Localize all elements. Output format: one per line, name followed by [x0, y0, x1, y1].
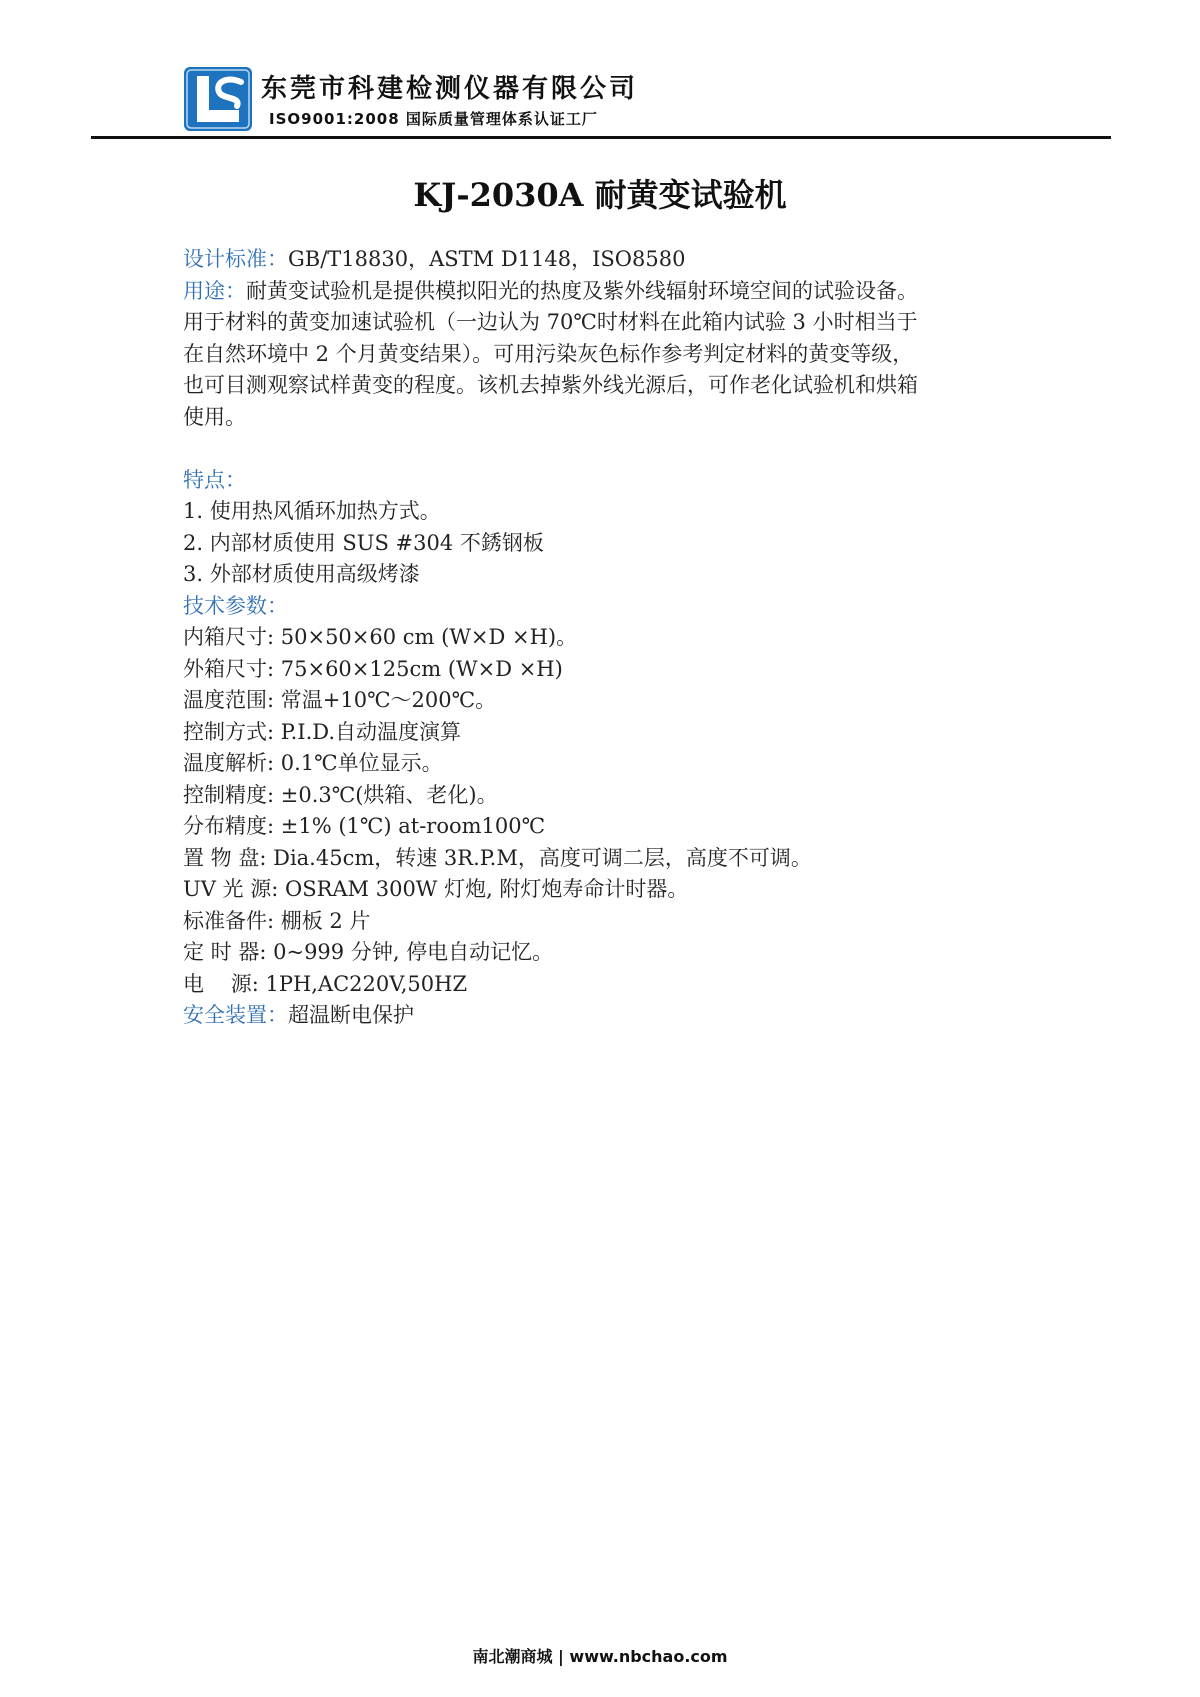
usage-label: 用途：: [183, 278, 246, 303]
letterhead: [183, 66, 1123, 132]
page-title: KJ-2030A 耐黄变试验机: [413, 176, 787, 214]
spec-value: 0.1℃单位显示。: [274, 751, 443, 775]
spec-row: [183, 937, 1043, 969]
usage-line: [183, 276, 1043, 308]
document-body: [183, 244, 1043, 1032]
safety-label: 安全装置：: [183, 1003, 288, 1027]
company-logo-icon: [183, 66, 253, 132]
spacer: [183, 433, 1043, 465]
spec-row: [183, 622, 1043, 654]
specs-heading: 技术参数：: [183, 593, 288, 618]
spec-key: 置 物 盘:: [183, 845, 267, 870]
spec-key: UV 光 源:: [183, 877, 279, 901]
spec-row: [183, 717, 1043, 749]
spec-value: 75×60×125cm (W×D ×H): [274, 656, 563, 681]
spec-value: Dia.45cm，转速 3R.P.M，高度可调二层，高度不可调。: [266, 845, 812, 870]
usage-line: 也可目测观察试样黄变的程度。该机去掉紫外线光源后，可作老化试验机和烘箱: [183, 373, 918, 397]
spec-value: 常温+10℃～200℃。: [274, 688, 497, 712]
features-heading: 特点：: [183, 467, 246, 492]
spec-value: ±0.3℃(烘箱、老化)。: [274, 782, 498, 807]
spec-value: OSRAM 300W 灯炮, 附灯炮寿命计时器。: [278, 877, 689, 901]
usage-line: 用于材料的黄变加速试验机（一边认为 70℃时材料在此箱内试验 3 小时相当于: [183, 310, 918, 334]
spec-row: [183, 906, 1043, 938]
spec-value: 0~999 分钟, 停电自动记忆。: [266, 940, 554, 964]
feature-item: 2. 内部材质使用 SUS #304 不銹钢板: [183, 530, 544, 555]
spec-key: 温度解析:: [183, 751, 275, 775]
standards-value: GB/T18830，ASTM D1148，ISO8580: [288, 247, 686, 271]
standards-line: [183, 244, 1043, 276]
spec-key: 内箱尺寸:: [183, 625, 275, 649]
certification-line: ISO9001:2008 国际质量管理体系认证工厂: [269, 110, 598, 128]
spec-key: 分布精度:: [183, 814, 275, 838]
spec-row: [183, 780, 1043, 812]
company-name: 东莞市科建检测仪器有限公司: [261, 74, 639, 104]
usage-line: 在自然环境中 2 个月黄变结果）。可用污染灰色标作参考判定材料的黄变等级，: [183, 341, 914, 366]
spec-value: ±1% (1℃) at-room100℃: [274, 814, 546, 838]
usage-text: 耐黄变试验机是提供模拟阳光的热度及紫外线辐射环境空间的试验设备。: [246, 278, 918, 303]
standards-label: 设计标准：: [183, 247, 288, 271]
spec-row: [183, 654, 1043, 686]
spec-key: 温度范围:: [183, 688, 275, 712]
spec-row: [183, 685, 1043, 717]
spec-row: [183, 811, 1043, 843]
safety-value: 超温断电保护: [288, 1003, 414, 1027]
spec-value: P.I.D.自动温度演算: [274, 719, 462, 744]
feature-item: 3. 外部材质使用高级烤漆: [183, 562, 420, 586]
feature-item: 1. 使用热风循环加热方式。: [183, 499, 441, 523]
spec-row: [183, 969, 1043, 1001]
spec-key: 控制精度:: [183, 782, 275, 807]
spec-key: 标准备件:: [183, 908, 275, 933]
spec-key: 控制方式:: [183, 719, 275, 744]
spec-key: 定 时 器:: [183, 940, 267, 964]
spec-value: 50×50×60 cm (W×D ×H)。: [274, 625, 578, 649]
usage-line: 使用。: [183, 404, 246, 429]
footer-site-link[interactable]: 南北潮商城 | www.nbchao.com: [472, 1647, 728, 1666]
spec-key: 电 源:: [183, 971, 259, 996]
spec-row: [183, 874, 1043, 906]
spec-value: 1PH,AC220V,50HZ: [258, 971, 468, 996]
spec-row: [183, 748, 1043, 780]
spec-row: [183, 843, 1043, 875]
spec-value: 棚板 2 片: [274, 908, 371, 933]
spec-key: 外箱尺寸:: [183, 656, 275, 681]
safety-line: [183, 1000, 1043, 1032]
header-divider: [91, 136, 1111, 139]
